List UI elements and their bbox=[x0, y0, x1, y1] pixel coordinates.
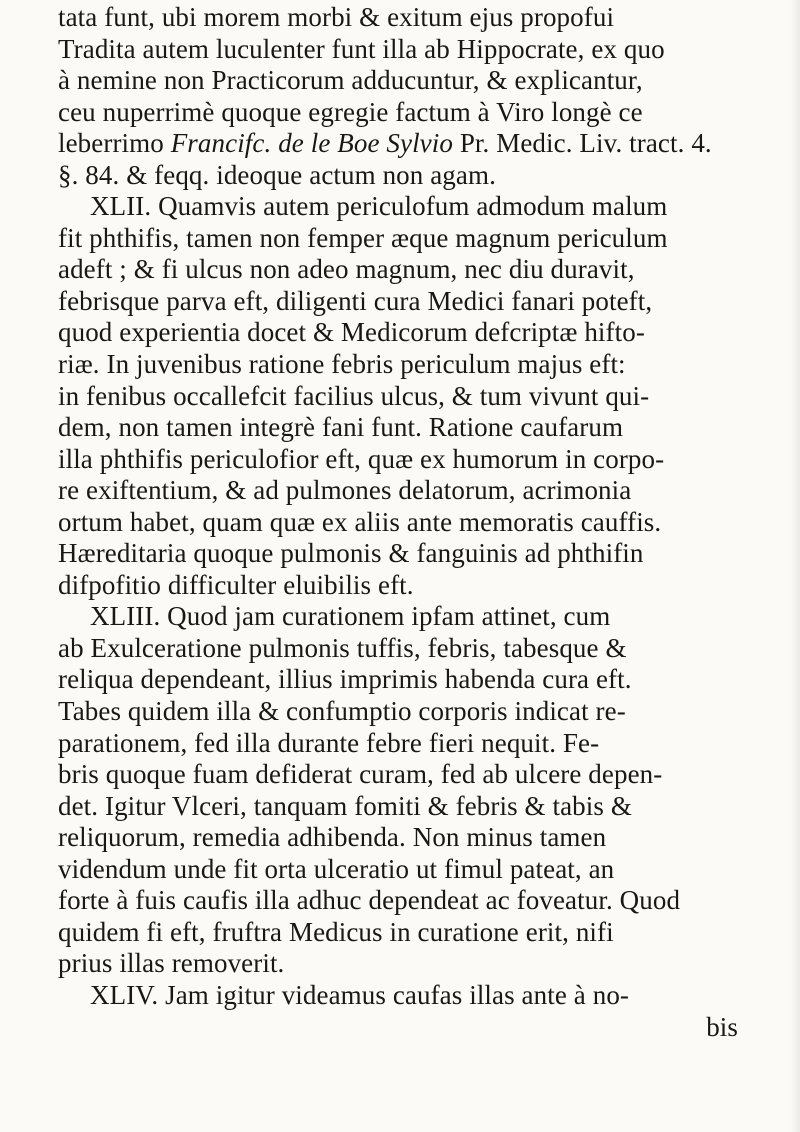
text-line: XLII. Quamvis autem periculofum admodum malum bbox=[90, 191, 668, 222]
text-line: §. 84. & feqq. ideoque actum non agam. bbox=[58, 159, 496, 190]
italic-citation: Francifc. de le Boe Sylvio bbox=[170, 128, 453, 159]
text-line: ortum habet, quam quæ ex aliis ante memoratis cauffis. bbox=[58, 506, 662, 537]
body-text bbox=[58, 2, 778, 1043]
text-line: det. Igitur Vlceri, tanquam fomiti & febris & tabis & bbox=[58, 790, 632, 821]
text-line: forte à fuis caufis illa adhuc dependeat ac foveatur. Quod bbox=[58, 885, 681, 916]
text-line: XLIII. Quod jam curationem ipfam attinet, cum bbox=[90, 601, 611, 632]
text-line: fit phthifis, tamen non femper æque magnum periculum bbox=[58, 222, 668, 253]
text-line: ab Exulceratione pulmonis tuffis, febris, tabesque & bbox=[58, 632, 627, 663]
text-segment: Pr. Medic. Liv. tract. 4. bbox=[452, 128, 712, 159]
text-line bbox=[58, 128, 778, 160]
text-line: Hæreditaria quoque pulmonis & fanguinis ad phthifin bbox=[58, 538, 644, 569]
text-line: quidem fi eft, fruftra Medicus in curatione erit, nifi bbox=[58, 916, 614, 947]
text-line: dem, non tamen integrè fani funt. Ratione caufarum bbox=[58, 412, 624, 443]
text-line: bris quoque fuam defiderat curam, fed ab ulcere depen- bbox=[58, 759, 663, 790]
text-line: à nemine non Practicorum adducuntur, & explicantur, bbox=[58, 65, 643, 96]
text-line: reliquorum, remedia adhibenda. Non minus tamen bbox=[58, 822, 607, 853]
text-line: tata funt, ubi morem morbi & exitum ejus propofui bbox=[58, 2, 615, 32]
text-line: illa phthifis periculofior eft, quæ ex humorum in corpo- bbox=[58, 443, 665, 474]
page-gutter-shadow bbox=[790, 0, 800, 1132]
text-line: difpofitio difficulter eluibilis eft. bbox=[58, 569, 414, 600]
text-line: prius illas removerit. bbox=[58, 948, 285, 979]
text-line: parationem, fed illa durante febre fieri nequit. Fe- bbox=[58, 727, 600, 758]
text-line: Tradita autem luculenter funt illa ab Hippocrate, ex quo bbox=[58, 33, 665, 64]
text-line: febrisque parva eft, diligenti cura Medici fanari poteft, bbox=[58, 285, 653, 316]
text-line: videndum unde fit orta ulceratio ut fimul pateat, an bbox=[58, 853, 615, 884]
text-line: re exiftentium, & ad pulmones delatorum, acrimonia bbox=[58, 475, 632, 506]
text-line: ceu nuperrimè quoque egregie factum à Viro longè ce bbox=[58, 96, 643, 127]
text-line: bis bbox=[706, 1011, 738, 1042]
text-segment: leberrimo bbox=[58, 128, 171, 159]
text-line: XLIV. Jam igitur videamus caufas illas ante à no- bbox=[90, 979, 630, 1010]
text-line: riæ. In juvenibus ratione febris periculum majus eft: bbox=[58, 349, 626, 380]
text-line: adeft ; & fi ulcus non adeo magnum, nec diu duravit, bbox=[58, 254, 635, 285]
text-line: reliqua dependeant, illius imprimis habenda cura eft. bbox=[58, 664, 632, 695]
text-line: quod experientia docet & Medicorum defcriptæ hifto- bbox=[58, 317, 645, 348]
text-line: Tabes quidem illa & confumptio corporis indicat re- bbox=[58, 696, 626, 727]
text-line: in fenibus occallefcit facilius ulcus, & tum vivunt qui- bbox=[58, 380, 650, 411]
